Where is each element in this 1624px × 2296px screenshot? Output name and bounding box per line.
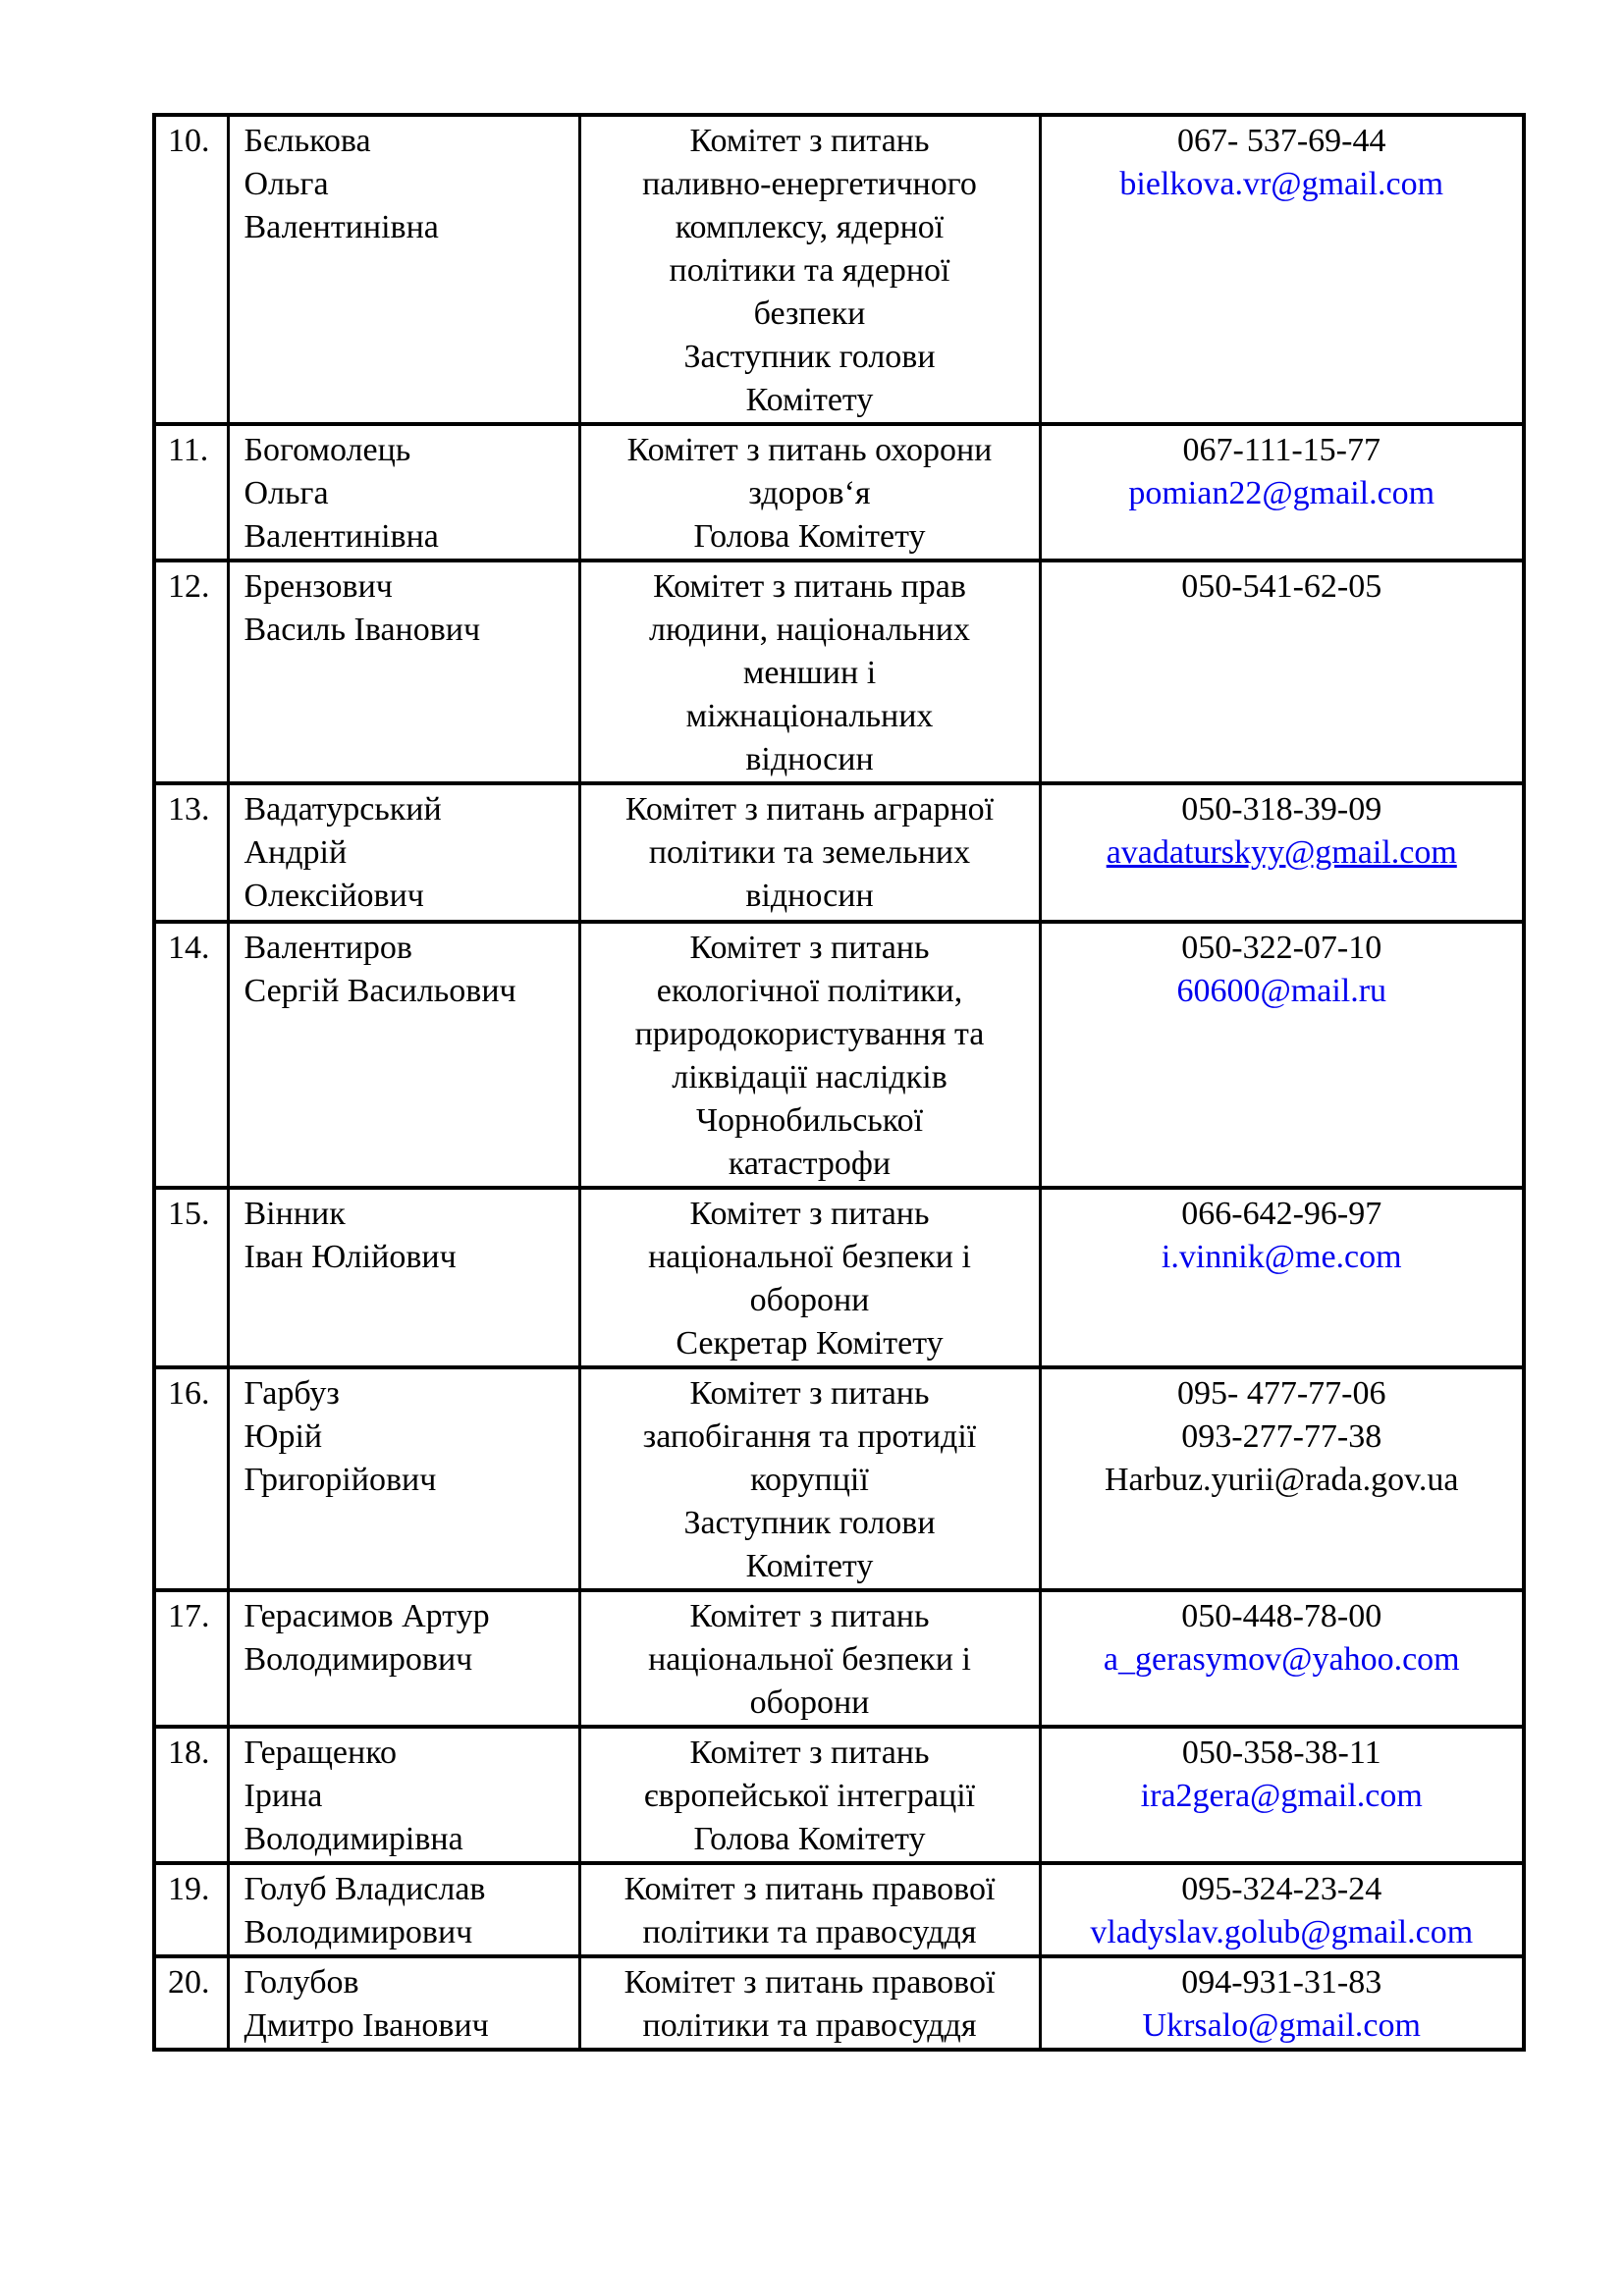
email-link[interactable]: pomian22@gmail.com xyxy=(1128,475,1435,511)
email-link[interactable]: vladyslav.golub@gmail.com xyxy=(1090,1914,1474,1950)
email-link[interactable]: ira2gera@gmail.com xyxy=(1140,1778,1423,1814)
table-row xyxy=(154,1727,1524,1863)
contact-cell xyxy=(1040,115,1524,424)
table-row xyxy=(154,1956,1524,2050)
person-name-line: Вадатурський xyxy=(244,791,442,828)
name-cell xyxy=(228,783,579,922)
committee-cell xyxy=(579,561,1040,783)
committee-cell xyxy=(579,1727,1040,1863)
committee-line: міжнаціональних xyxy=(685,698,934,734)
committee-line: Комітет з питань правової xyxy=(623,1964,996,2001)
contact-cell xyxy=(1040,1590,1524,1727)
table-row xyxy=(154,424,1524,561)
row-number: 15. xyxy=(168,1196,210,1232)
email-link[interactable]: bielkova.vr@gmail.com xyxy=(1119,166,1444,202)
committee-line: Голова Комітету xyxy=(693,1821,926,1857)
contacts-table-body xyxy=(154,115,1524,2050)
person-name-line: Вінник xyxy=(244,1196,346,1232)
name-cell xyxy=(228,1188,579,1367)
phone-number: 050-541-62-05 xyxy=(1181,568,1382,605)
contacts-table xyxy=(152,113,1526,2052)
name-cell xyxy=(228,561,579,783)
person-name-line: Григорійович xyxy=(244,1462,437,1498)
email-link[interactable]: 60600@mail.ru xyxy=(1176,973,1387,1009)
committee-line: природокористування та xyxy=(634,1016,985,1052)
committee-line: здоров‘я xyxy=(748,475,871,511)
committee-cell xyxy=(579,922,1040,1188)
committee-line: Заступник голови xyxy=(683,1505,936,1541)
person-name-line: Валентинівна xyxy=(244,209,439,245)
contact-cell xyxy=(1040,783,1524,922)
committee-line: відносин xyxy=(745,878,874,914)
person-name-line: Геращенко xyxy=(244,1735,398,1771)
committee-line: Комітет з питань охорони xyxy=(626,432,993,468)
person-name-line: Гарбуз xyxy=(244,1375,340,1412)
committee-line: європейської інтеграції xyxy=(643,1778,976,1814)
row-number: 13. xyxy=(168,791,210,828)
row-number: 16. xyxy=(168,1375,210,1412)
phone-number: 095- 477-77-06 xyxy=(1177,1375,1386,1412)
name-cell xyxy=(228,115,579,424)
committee-line: Чорнобильської xyxy=(695,1102,924,1139)
committee-line: Комітет з питань правової xyxy=(623,1871,996,1907)
person-name-line: Володимирович xyxy=(244,1641,473,1678)
committee-line: людини, національних xyxy=(649,612,970,648)
phone-number: 095-324-23-24 xyxy=(1181,1871,1382,1907)
row-number-cell xyxy=(154,1863,228,1956)
committee-cell xyxy=(579,1956,1040,2050)
committee-line: катастрофи xyxy=(728,1146,892,1182)
committee-line: Комітет з питань xyxy=(689,1735,930,1771)
committee-line: оборони xyxy=(749,1684,870,1721)
person-name-line: Ірина xyxy=(244,1778,323,1814)
contact-cell xyxy=(1040,922,1524,1188)
row-number-cell xyxy=(154,1188,228,1367)
row-number: 11. xyxy=(168,432,209,468)
committee-cell xyxy=(579,783,1040,922)
row-number-cell xyxy=(154,1956,228,2050)
row-number-cell xyxy=(154,783,228,922)
phone-number: 050-358-38-11 xyxy=(1181,1735,1381,1771)
row-number: 19. xyxy=(168,1871,210,1907)
contact-cell xyxy=(1040,1367,1524,1590)
person-name-line: Валентинівна xyxy=(244,518,439,555)
email-link[interactable]: avadaturskyy@gmail.com xyxy=(1106,834,1457,871)
table-row xyxy=(154,783,1524,922)
row-number-cell xyxy=(154,1367,228,1590)
committee-line: оборони xyxy=(749,1282,870,1318)
table-row xyxy=(154,1863,1524,1956)
email-link[interactable]: Ukrsalo@gmail.com xyxy=(1142,2007,1421,2044)
person-name-line: Герасимов Артур xyxy=(244,1598,490,1634)
phone-number: 067-111-15-77 xyxy=(1182,432,1380,468)
person-name-line: Василь Іванович xyxy=(244,612,481,648)
committee-line: Комітет з питань xyxy=(689,930,930,966)
committee-line: Комітет з питань xyxy=(689,1375,930,1412)
row-number: 10. xyxy=(168,123,210,159)
email-link[interactable]: a_gerasymov@yahoo.com xyxy=(1103,1641,1460,1678)
committee-line: відносин xyxy=(745,741,874,777)
committee-line: Комітету xyxy=(745,1548,874,1584)
committee-line: політики та ядерної xyxy=(669,252,950,289)
person-name-line: Брензович xyxy=(244,568,393,605)
table-row xyxy=(154,1367,1524,1590)
row-number: 14. xyxy=(168,930,210,966)
person-name-line: Юрій xyxy=(244,1418,323,1455)
committee-cell xyxy=(579,1367,1040,1590)
table-row xyxy=(154,1188,1524,1367)
name-cell xyxy=(228,922,579,1188)
committee-line: комплексу, ядерної xyxy=(675,209,945,245)
row-number: 20. xyxy=(168,1964,210,2001)
phone-number: 093-277-77-38 xyxy=(1181,1418,1382,1455)
name-cell xyxy=(228,1863,579,1956)
committee-line: національної безпеки і xyxy=(648,1641,971,1678)
table-row xyxy=(154,561,1524,783)
committee-line: ліквідації наслідків xyxy=(672,1059,947,1095)
committee-line: політики та правосуддя xyxy=(642,1914,977,1950)
committee-line: Секретар Комітету xyxy=(676,1325,944,1362)
committee-cell xyxy=(579,1590,1040,1727)
committee-line: корупції xyxy=(750,1462,869,1498)
committee-line: політики та правосуддя xyxy=(642,2007,977,2044)
person-name-line: Володимирович xyxy=(244,1914,473,1950)
contact-cell xyxy=(1040,1956,1524,2050)
row-number-cell xyxy=(154,561,228,783)
committee-line: Комітет з питань xyxy=(689,1196,930,1232)
phone-number: 050-322-07-10 xyxy=(1181,930,1382,966)
phone-number: 067- 537-69-44 xyxy=(1177,123,1386,159)
table-row xyxy=(154,922,1524,1188)
row-number: 17. xyxy=(168,1598,210,1634)
committee-line: екологічної політики, xyxy=(656,973,963,1009)
committee-line: безпеки xyxy=(753,295,866,332)
contact-cell xyxy=(1040,561,1524,783)
committee-line: Голова Комітету xyxy=(693,518,926,555)
name-cell xyxy=(228,1956,579,2050)
row-number-cell xyxy=(154,1590,228,1727)
contact-cell xyxy=(1040,1188,1524,1367)
committee-cell xyxy=(579,1863,1040,1956)
row-number-cell xyxy=(154,424,228,561)
person-name-line: Голуб Владислав xyxy=(244,1871,486,1907)
person-name-line: Голубов xyxy=(244,1964,359,2001)
email-address: Harbuz.yurii@rada.gov.ua xyxy=(1105,1462,1459,1498)
committee-line: меншин і xyxy=(742,655,877,691)
person-name-line: Андрій xyxy=(244,834,348,871)
committee-line: Комітет з питань прав xyxy=(653,568,966,605)
row-number-cell xyxy=(154,1727,228,1863)
name-cell xyxy=(228,1367,579,1590)
committee-line: Комітет з питань xyxy=(689,123,930,159)
row-number-cell xyxy=(154,922,228,1188)
phone-number: 050-448-78-00 xyxy=(1181,1598,1382,1634)
committee-line: запобігання та протидії xyxy=(642,1418,977,1455)
name-cell xyxy=(228,424,579,561)
phone-number: 050-318-39-09 xyxy=(1181,791,1382,828)
committee-line: Комітет з питань xyxy=(689,1598,930,1634)
person-name-line: Ольга xyxy=(244,475,329,511)
person-name-line: Валентиров xyxy=(244,930,412,966)
row-number: 12. xyxy=(168,568,210,605)
person-name-line: Дмитро Іванович xyxy=(244,2007,489,2044)
person-name-line: Ольга xyxy=(244,166,329,202)
table-row xyxy=(154,1590,1524,1727)
email-link[interactable]: i.vinnik@me.com xyxy=(1161,1239,1402,1275)
person-name-line: Бєлькова xyxy=(244,123,371,159)
committee-line: політики та земельних xyxy=(648,834,971,871)
committee-cell xyxy=(579,115,1040,424)
person-name-line: Іван Юлійович xyxy=(244,1239,457,1275)
committee-line: національної безпеки і xyxy=(648,1239,971,1275)
person-name-line: Олексійович xyxy=(244,878,424,914)
person-name-line: Сергій Васильович xyxy=(244,973,516,1009)
committee-line: Заступник голови xyxy=(683,339,936,375)
row-number: 18. xyxy=(168,1735,210,1771)
committee-cell xyxy=(579,424,1040,561)
phone-number: 094-931-31-83 xyxy=(1181,1964,1382,2001)
committee-cell xyxy=(579,1188,1040,1367)
person-name-line: Богомолець xyxy=(244,432,411,468)
person-name-line: Володимирівна xyxy=(244,1821,463,1857)
committee-line: паливно-енергетичного xyxy=(642,166,977,202)
table-row xyxy=(154,115,1524,424)
phone-number: 066-642-96-97 xyxy=(1181,1196,1382,1232)
committee-line: Комітету xyxy=(745,382,874,418)
row-number-cell xyxy=(154,115,228,424)
contact-cell xyxy=(1040,1863,1524,1956)
contact-cell xyxy=(1040,1727,1524,1863)
name-cell xyxy=(228,1590,579,1727)
name-cell xyxy=(228,1727,579,1863)
committee-line: Комітет з питань аграрної xyxy=(624,791,995,828)
contact-cell xyxy=(1040,424,1524,561)
